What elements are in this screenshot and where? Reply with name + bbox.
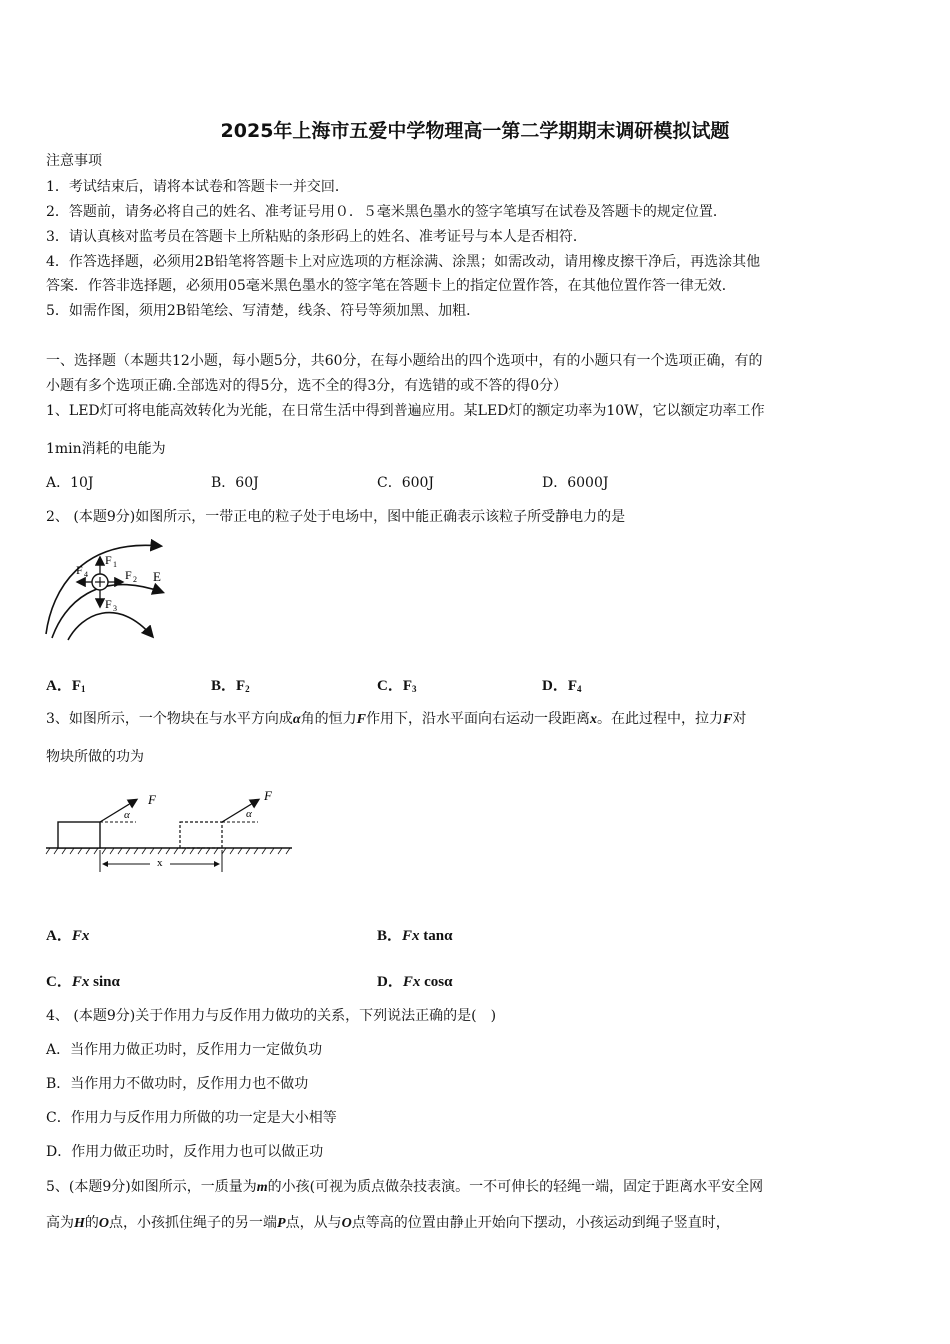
q1-option-b: B．60J (211, 475, 259, 491)
section-heading-line2: 小题有多个选项正确.全部选对的得5分，选不全的得3分，有选错的或不答的得0分） (46, 378, 568, 394)
block-force-figure (44, 786, 296, 872)
q1-option-c: C．600J (377, 475, 435, 491)
question-3-stem-cont: 物块所做的功为 (46, 749, 144, 765)
question-1-stem: 1、LED灯可将电能高效转化为光能，在日常生活中得到普遍应用。某LED灯的额定功率为10W，它以额定功率工作 (46, 403, 765, 419)
fig-label-F4-sub: 4 (84, 570, 88, 579)
fig-label-F1: F (105, 553, 112, 567)
q3-option-d: D．Fx cosα (377, 974, 453, 990)
question-3-stem: 3、如图所示，一个物块在与水平方向成α角的恒力F作用下，沿水平面向右运动一段距离x。在此过程中，拉力F对 (46, 711, 747, 727)
section-heading-line1: 一、选择题（本题共12小题，每小题5分，共60分，在每小题给出的四个选项中，有的小题只有一个选项正确，有的 (46, 353, 763, 369)
fig-label-F-start: F (148, 792, 156, 807)
fig-label-F-end: F (264, 788, 272, 803)
fig-label-alpha-start: α (124, 809, 130, 821)
electric-field-figure (42, 534, 172, 644)
q4-option-a: A．当作用力做正功时，反作用力一定做负功 (46, 1042, 323, 1058)
fig-label-F1-sub: 1 (113, 560, 117, 569)
notice-item: 5．如需作图，须用2B铅笔绘、写清楚，线条、符号等须加黑、加粗． (46, 303, 481, 319)
fig-label-alpha-end: α (246, 808, 252, 820)
fig-label-F3-sub: 3 (113, 604, 117, 613)
fig-label-F4: F (76, 563, 83, 577)
notice-item: 3．请认真核对监考员在答题卡上所粘贴的条形码上的姓名、准考证号与本人是否相符． (46, 229, 587, 245)
fig-label-x: x (157, 857, 163, 869)
question-5-stem: 5、(本题9分)如图所示，一质量为m的小孩(可视为质点做杂技表演。一不可伸长的轻绳一端，固定于距离水平安全网 (46, 1179, 764, 1195)
notice-item: 答案．作答非选择题，必须用05毫米黑色墨水的签字笔在答题卡上的指定位置作答，在其他位置作答一律无效． (46, 278, 736, 294)
fig-label-E: E (153, 569, 161, 584)
fig-label-F3: F (105, 597, 112, 611)
fig-label-F2: F (125, 568, 132, 582)
question-5-stem-cont: 高为H的O点，小孩抓住绳子的另一端P点，从与O点等高的位置由静止开始向下摆动，小孩运动到绳子竖直时， (46, 1215, 730, 1231)
q1-option-a: A．10J (46, 475, 94, 491)
q1-option-d: D．6000J (542, 475, 609, 491)
q3-option-c: C．Fx sinα (46, 974, 120, 990)
question-4-stem: 4、 (本题9分)关于作用力与反作用力做功的关系，下列说法正确的是( ) (46, 1008, 497, 1024)
fig-label-F2-sub: 2 (133, 575, 137, 584)
page-title: 2025年上海市五爱中学物理高一第二学期期末调研模拟试题 (220, 120, 730, 142)
question-2-stem: 2、 (本题9分)如图所示，一带正电的粒子处于电场中，图中能正确表示该粒子所受静电力的是 (46, 509, 626, 525)
q2-option-d: D．$F_4$ (542, 678, 582, 694)
q2-option-c: C．$F_3$ (377, 678, 417, 694)
q4-option-c: C．作用力与反作用力所做的功一定是大小相等 (46, 1110, 337, 1126)
q2-option-a: A．$F_1$ (46, 678, 86, 694)
notice-heading: 注意事项 (46, 153, 102, 169)
q4-option-d: D．作用力做正功时，反作用力也可以做正功 (46, 1144, 324, 1160)
notice-item: 2．答题前，请务必将自己的姓名、准考证号用０．５毫米黑色墨水的签字笔填写在试卷及答题卡的规定位置． (46, 204, 727, 220)
q3-option-b: B．Fx tanα (377, 928, 453, 944)
q4-option-b: B．当作用力不做功时，反作用力也不做功 (46, 1076, 309, 1092)
notice-item: 4．作答选择题，必须用2B铅笔将答题卡上对应选项的方框涂满、涂黑；如需改动，请用橡皮擦干净后，再选涂其他 (46, 254, 761, 270)
notice-item: 1．考试结束后，请将本试卷和答题卡一并交回． (46, 179, 349, 195)
q3-option-a: A．Fx (46, 928, 90, 944)
question-1-stem-cont: 1min消耗的电能为 (46, 441, 166, 457)
q2-option-b: B．$F_2$ (211, 678, 250, 694)
